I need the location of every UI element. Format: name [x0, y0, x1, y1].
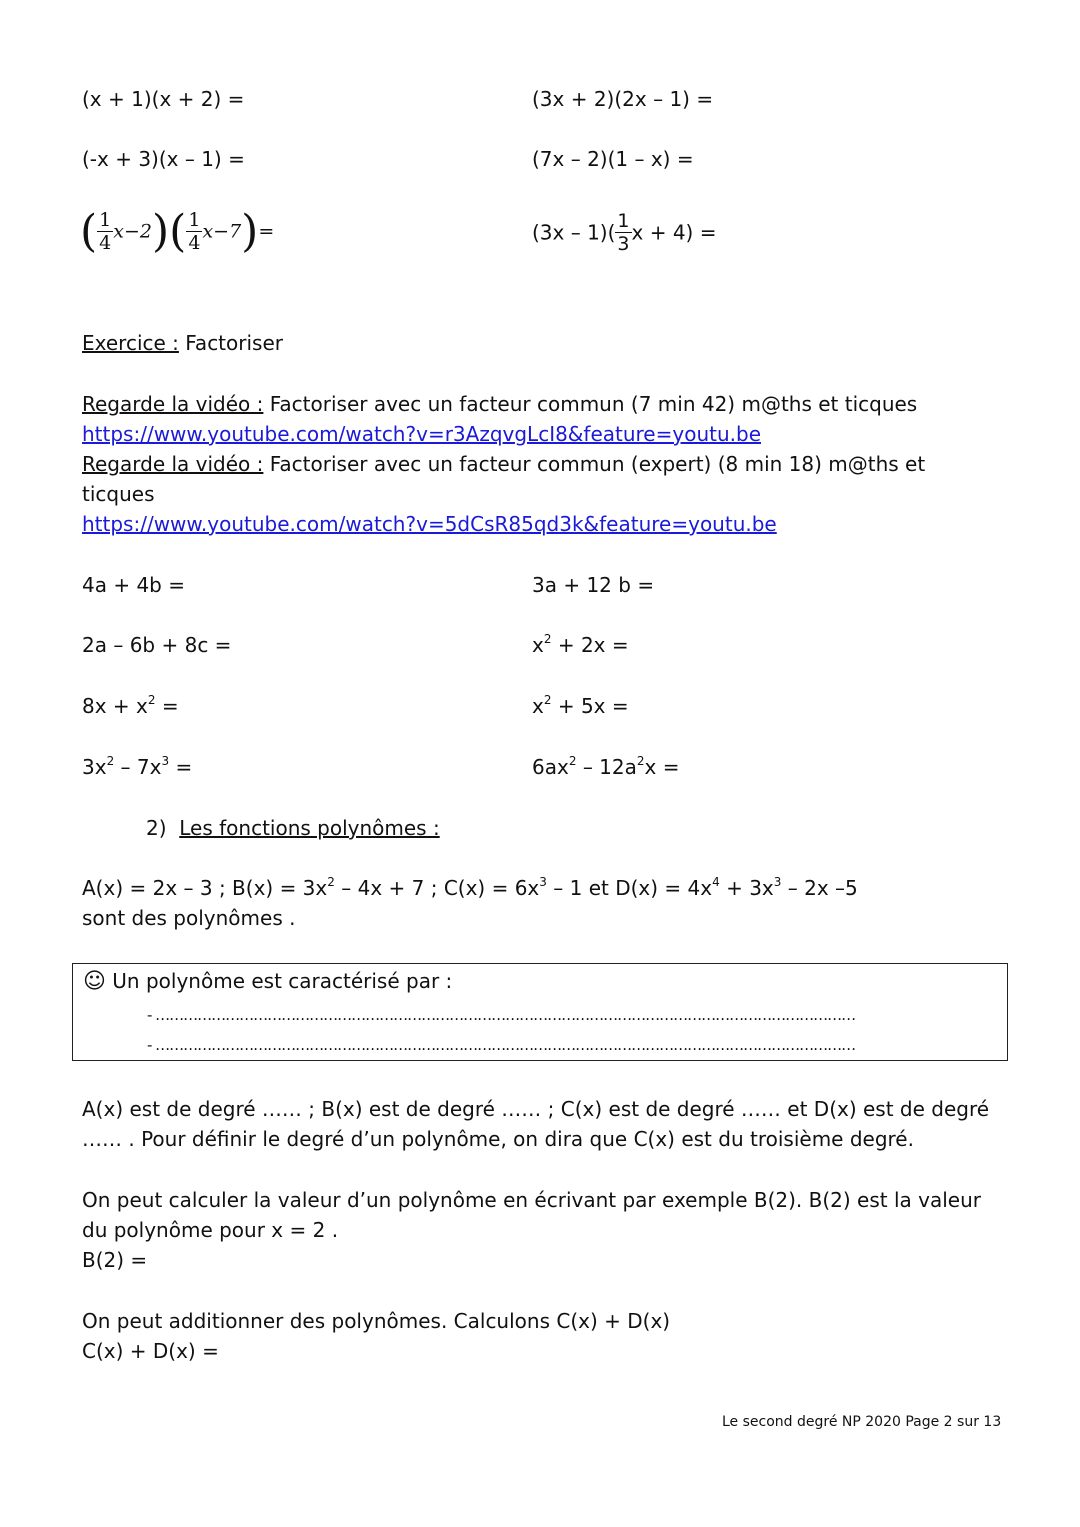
factor-4: $x^2 + 2x$ =	[532, 632, 629, 657]
factor-5: $8x + x^2$ =	[82, 693, 179, 718]
box-item-2: - ……………………………………………………………………………………………………………………………………	[147, 1036, 856, 1054]
value-text-3: B(2) =	[82, 1248, 148, 1272]
factor-1: 4a + 4b =	[82, 573, 185, 597]
expression-3: (-x + 3)(x – 1) =	[82, 147, 245, 171]
polynomial-text: sont des polynômes .	[82, 906, 296, 930]
value-text-1: On peut calculer la valeur d’un polynôme en écrivant par exemple B(2). B(2) est la valeur	[82, 1188, 982, 1212]
expression-5: ( $\frac{1}{4}$ x−2)( $\frac{1}{4}$ x−7)=	[80, 206, 275, 257]
factor-3: 2a – 6b + 8c =	[82, 633, 232, 657]
polynomial-definitions: A(x) = 2x – 3 ; $B(x) = 3x^2 - 4x + 7$ ; $C(x) = 6x^3 - 1$ et $D(x) = 4x^4 + 3x^3 - 2x$ –5	[82, 875, 858, 900]
value-text-2: du polynôme pour x = 2 .	[82, 1218, 339, 1242]
expression-1: (x + 1)(x + 2) =	[82, 87, 245, 111]
smiley-icon: ☺	[83, 969, 106, 994]
expression-4: (7x – 2)(1 – x) =	[532, 147, 694, 171]
box-item-1: - ……………………………………………………………………………………………………………………………………	[147, 1006, 856, 1024]
sum-text-1: On peut additionner des polynômes. Calculons C(x) + D(x)	[82, 1309, 671, 1333]
exercise-heading: Exercice : Factoriser	[82, 331, 283, 355]
definition-box	[72, 963, 1008, 1061]
box-title: Un polynôme est caractérisé par :	[112, 969, 453, 993]
degree-text-1: A(x) est de degré …… ; B(x) est de degré …… ; C(x) est de degré …… et D(x) est de degré	[82, 1097, 990, 1121]
sum-text-2: C(x) + D(x) =	[82, 1339, 219, 1363]
video-2-description: Regarde la vidéo : Factoriser avec un facteur commun (expert) (8 min 18) m@ths et	[82, 452, 926, 476]
degree-text-2: …… . Pour définir le degré d’un polynôme, on dira que C(x) est du troisième degré.	[82, 1127, 914, 1151]
video-1-link[interactable]: https://www.youtube.com/watch?v=r3AzqvgLcI8&feature=youtu.be	[82, 422, 761, 446]
expression-6: (3x – 1)( $\frac{1}{3}$ x + 4) =	[532, 210, 717, 255]
factor-8: $6ax^2 - 12a^2x$ =	[532, 754, 680, 779]
factor-6: $x^2 + 5x$ =	[532, 693, 629, 718]
factor-2: 3a + 12 b =	[532, 573, 655, 597]
video-1-description: Regarde la vidéo : Factoriser avec un facteur commun (7 min 42) m@ths et ticques	[82, 392, 918, 416]
expression-2: (3x + 2)(2x – 1) =	[532, 87, 714, 111]
video-2-link[interactable]: https://www.youtube.com/watch?v=5dCsR85qd3k&feature=youtu.be	[82, 512, 777, 536]
factor-7: $3x^2 - 7x^3$ =	[82, 754, 193, 779]
video-2-description-cont: ticques	[82, 482, 155, 506]
page-footer: Le second degré NP 2020 Page 2 sur 13	[722, 1414, 1002, 1430]
section-heading: 2) Les fonctions polynômes :	[146, 816, 440, 840]
